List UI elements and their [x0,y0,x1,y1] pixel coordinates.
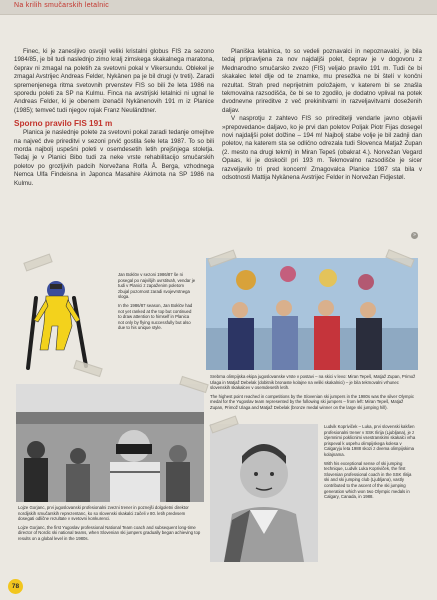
photo-coach-crowd [16,384,204,502]
caption-boklov [118,272,196,334]
caption-team-en: The highest point reached in competitions by the Slovenian ski jumpers in the 1980s was the silver Olympic medal for the Yugoslav team represented by the following ski jumpers – from left: Miran Tepeš, Matjaž Zupan, Primož Ulaga and Matjaž Debelak (bronze medal winner on the large ski jumping hill). [210,393,414,410]
caption-team [210,374,416,414]
portrait-illustration [210,424,318,562]
caption-koprivicek [324,424,416,503]
team-photo-illustration [206,258,418,370]
right-paragraph-2: V nasprotju z zahtevo FIS so prireditelji vendarle javno objavili »prepovedano« daljavo, ko je prvi dan poletov Poljak Piotr Fijas dosegel novi najdaljši polet dolžine – 194 m! Najbolj stabe volje je bil zadnji dan poletov, na katerem sta se odlično odrezala tudi Slovenca Matjaž Zupan (2. mesto na drugi tekmi) in Miran Tepeš (obakrat 4.). Norvežan Vegard Opaas, ki je doskočil pri 193 m. Tekmovalno razsodišče je sicer razveljavilo tri pred koncem! Zmagovalca Planice 1987 sta bila v odsotnosti Mattija Nykänena Avstrijec Felder in Norvežan Fidjestøl. [222,115,422,182]
caption-gorjanc [18,505,202,545]
caption-boklov-en: In the 1986/87 season, Jan Boklöv had not yet ranked at the top but continued to draw attention to himself in Planica not only by flying successfully but also due to his unique style. [118,302,193,331]
caption-team-sl: Srebrna olimpijska ekipa jugoslovanske vrste v postavi – na skici v levo: Miran Tepeš, Matjaž Zupan, Primož Ulaga in Matjaž Debelak (dobitnik bronaste kolajne na veliki skakalnici) – je bila tekmovalni vrhunec slovenskih skakalcev v osemdesetih letih. [210,374,416,391]
right-paragraph-1: Planiška letalnica, to so vedeli poznavalci in nepoznavalci, je bila tedaj pripravljena za nov najdaljši polet, čeprav je v dogovoru z Mednarodno smučarsko zvezo (FIS) veljalo pravilo 191 m. Tudi če bi skakalec letel dlje od te znamke, mu presežka ne bi štelí v končni rezultat. Strah pred neprijetnim položajem, v katerem bi se znašla tekmovalna razsodišča, če bi se to zgodilo, je dodatno vplival na potek dvodnevne prireditve z več prekinitvami in razveljavitvami doseženih daljav. [222,48,422,114]
ski-jumper-illustration [16,262,106,374]
caption-gorjanc-en: Lojze Gorjanc, the first Yugoslav professional National Team coach and subsequent long-time director of Nordic ski national teams, when Slovenian ski jumpers gradually began achieving top results on a global level in the 1980s. [18,524,201,541]
photo-koprivicek [210,424,318,562]
page-number: 78 [8,579,23,594]
coach-photo-illustration [16,384,204,502]
photo-ski-jumper-flight [16,262,106,374]
caption-koprivicek-en: With his exceptional sense of ski jumping technique, Ludvik Luka Kopriviček, the first Slovenian professional coach in the SSK Ilirija ski and ski jumping club (Ljubljana), vastly contributed to the ascent of the ski jumping generation which won two Olympic medals in Calgary, Canada, in 1988. [324,460,412,500]
caption-gorjanc-sl: Lojze Gorjanc, prvi jugoslovanski profesionalni zvezni trener in poznejši dolgoletni direktor nordijskih smučarskih reprezentanc, ko so slovenski skakalci začeli v 80. letih predvsem dosegati odlične rezultate v svetovni konkurenci. [18,505,189,522]
photo-olympic-team [206,258,418,370]
caption-boklov-sl: Jan Boklöv v sezoni 1986/87 še ni posegal po najvišjih uvrstitvah, vendar je tudi v Planici z zapaženim poletom zbujal pozornost zaradi svojevrstnega sloga. [118,272,196,300]
running-header [0,0,437,14]
right-text-column [222,48,422,183]
left-paragraph-2: Planica je naslednje polete za svetovni pokal zaradi tedanje omejitve na največ dve prireditvi v sezoni prvič gostila šele leta 1987. To so bili morda najbolj uspešni poleti v osemdesetih letih prejšnjega stoletja. Tedaj je v Planici Bibo tudi za neke vrste rehabilitacijo smučarskih poletov po grozljivih padcih Norvežana Rolfa Å. Berga, vzhodnega Nemca Ulfa Findeisna in Japonca Masahire Akimota na SP 1986 na Kulmu. [14,129,214,187]
left-text-column [14,48,214,188]
article-end-icon: » [411,232,418,239]
section-subheading: Sporno pravilo FIS 191 m [14,119,113,129]
left-paragraph-1: Finec, ki je zanesljivo osvojil veliki kristalni globus FIS za sezono 1984/85, je bil tudi naslednjo zimo kralj zimskega skakalnega maratona, čeprav ni zmagal na poletih za svetovni pokal v Vikersundu. Oblekel je zmagal Avstrijec Andreas Felder, Nykänen pa je bil drugi (v treti). Zaradi spremenjenega ritma svetovnih prvenstev FIS so bili že leta 1986 na sporedu poleti za SP na Kulmu. Finca na avstrijski letalnici ni ugnal le Andreas Felder, ki je obenem izenačil Nykänenovih 191 m iz Planice (1985); temveč tudi njegov rojak Franz Neuländtner. [14,48,214,114]
caption-koprivicek-sl: Ludvik Kopriviček – Luka, prvi slovenski kakšen profesionalni trener v SSK Ilirija (Ljubljana), je z izjemnimi poklicnimi vsestranskimi skakalci vrha prispeval k uspehu olimpijskega kolesa v Calgaryju leta 1988 skozi z dvema olimpijskima kolajnama. [324,424,416,457]
running-title: Na krilih smučarskih letalnic [14,2,110,9]
header-divider [0,14,437,15]
